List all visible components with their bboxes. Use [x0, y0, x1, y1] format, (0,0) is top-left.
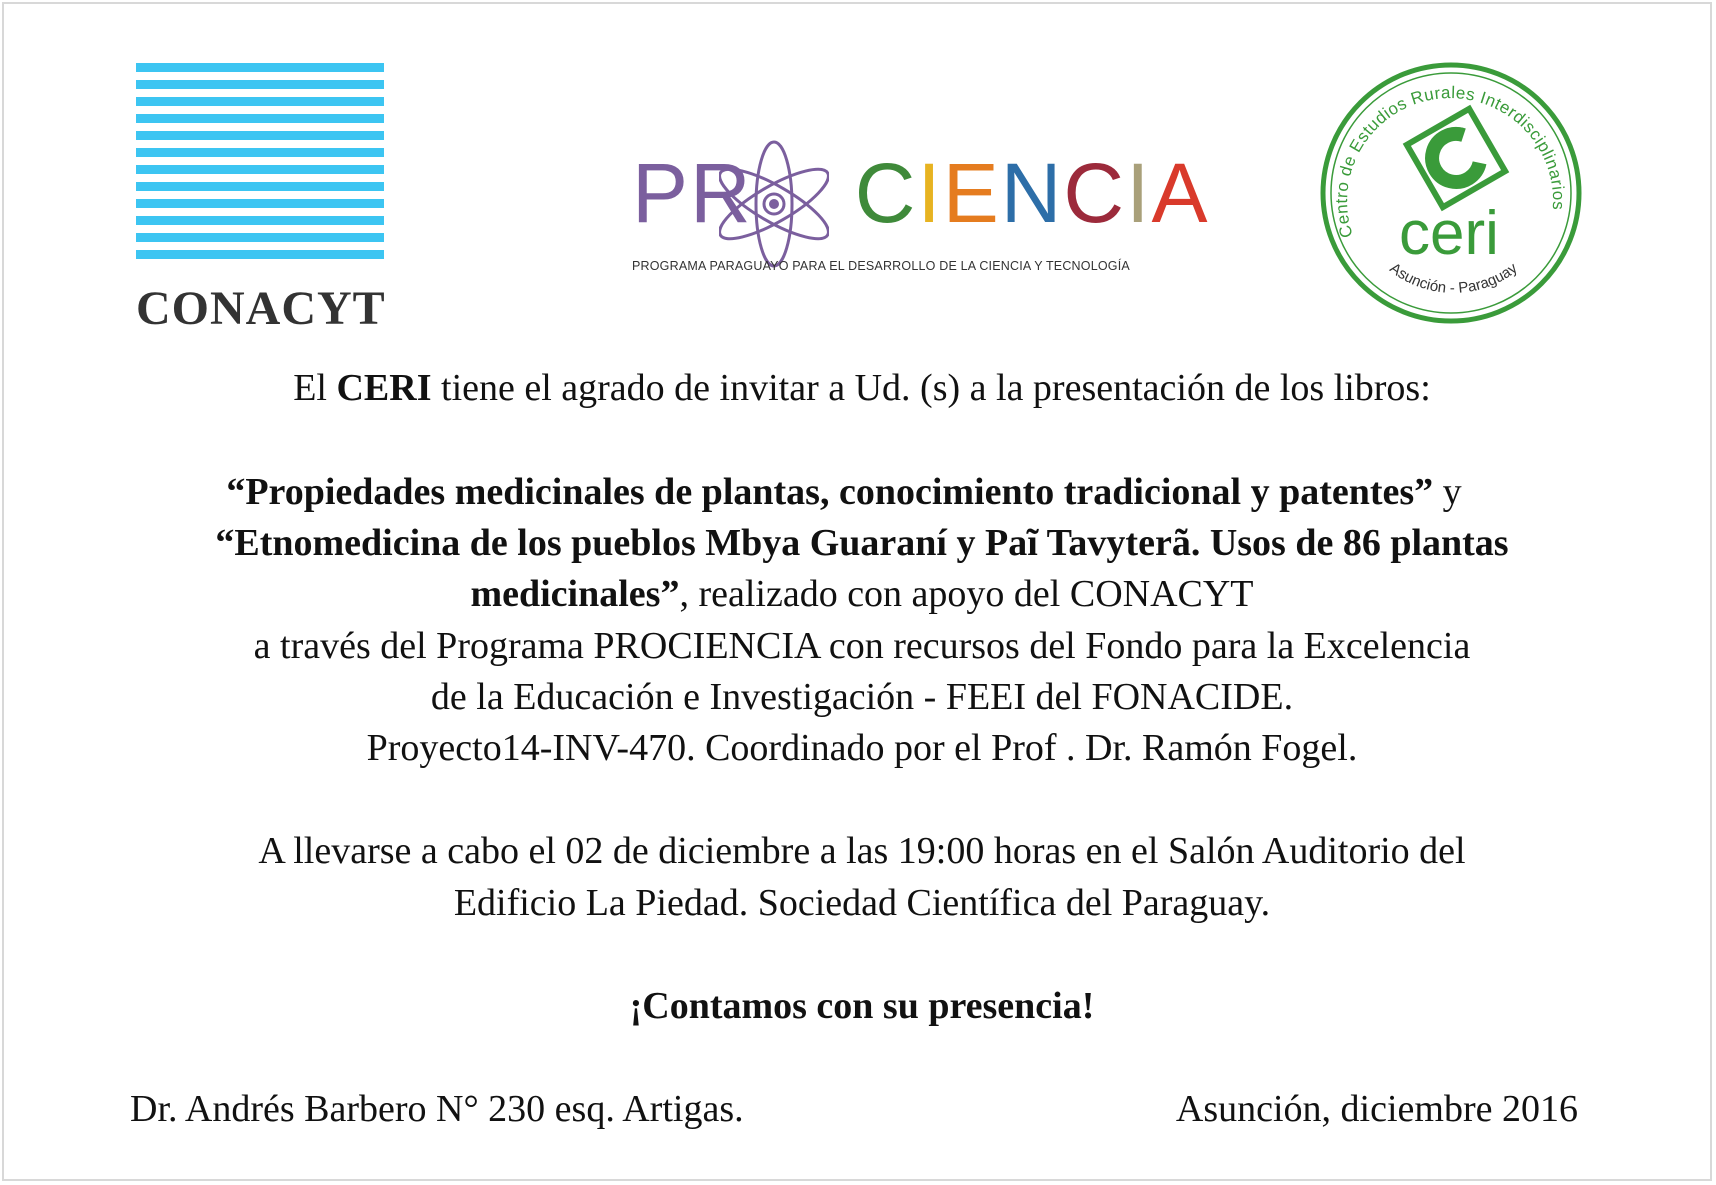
prociencia-letter: N — [1000, 146, 1064, 240]
invitation-card — [2, 2, 1712, 1181]
conacyt-logo — [136, 63, 384, 333]
book2-title-part1: “Etnomedicina de los pueblos Mbya Guaraní y Paĩ Tavyterã. Usos de 86 plantas — [215, 522, 1509, 564]
book2-title-part2: medicinales” — [470, 573, 680, 615]
closing-line — [4, 984, 1716, 1028]
event-line1: A llevarse a cabo el 02 de diciembre a las 19:00 horas en el Salón Auditorio del — [258, 830, 1466, 872]
prociencia-letter: A — [1151, 146, 1210, 240]
book1-title: “Propiedades medicinales de plantas, conocimiento tradicional y patentes” — [226, 471, 1434, 513]
intro-suffix: tiene el agrado de invitar a Ud. (s) a la presentación de los libros: — [431, 367, 1431, 409]
prociencia-letter: C — [854, 146, 918, 240]
project-line: Proyecto14-INV-470. Coordinado por el Prof . Dr. Ramón Fogel. — [366, 727, 1358, 769]
intro-line — [4, 366, 1716, 410]
prociencia-letter: I — [1126, 146, 1152, 240]
ceri-logo — [1316, 58, 1586, 328]
intro-org: CERI — [336, 367, 432, 409]
book2-line1 — [4, 521, 1716, 565]
conacyt-stripes-icon — [136, 63, 384, 273]
program-line: a través del Programa PROCIENCIA con recursos del Fondo para la Excelencia — [253, 625, 1471, 667]
ceri-wordmark: ceri — [1399, 199, 1499, 268]
book1-line — [0, 470, 1702, 514]
book1-suffix: y — [1433, 471, 1462, 513]
feei-line: de la Educación e Investigación - FEEI del FONACIDE. — [430, 676, 1294, 718]
prociencia-letter: R — [690, 146, 753, 240]
ceri-location-text: Asunción - Paraguay — [1386, 259, 1521, 297]
prociencia-letter: C — [1063, 146, 1127, 240]
conacyt-wordmark: CONACYT — [136, 282, 386, 335]
ceri-ring-text: Centro de Estudios Rurales Interdisciplinarios — [1332, 82, 1569, 241]
intro-prefix: El — [293, 367, 337, 409]
book2-line2 — [4, 572, 1716, 616]
closing-text: ¡Contamos con su presencia! — [629, 985, 1095, 1027]
ceri-seal-icon — [1316, 58, 1586, 328]
prociencia-logo — [626, 119, 1210, 279]
footer-place-date: Asunción, diciembre 2016 — [1175, 1088, 1578, 1130]
atom-icon — [719, 129, 829, 279]
book2-support: , realizado con apoyo del CONACYT — [679, 573, 1254, 615]
prociencia-letter: E — [942, 146, 1001, 240]
prociencia-subtitle: PROGRAMA PARAGUAYO PARA EL DESARROLLO DE LA CIENCIA Y TECNOLOGÍA — [632, 259, 1130, 273]
footer-address: Dr. Andrés Barbero N° 230 esq. Artigas. — [130, 1088, 744, 1130]
prociencia-letter: P — [632, 146, 691, 240]
prociencia-letter: I — [917, 146, 943, 240]
event-line2: Edificio La Piedad. Sociedad Científica del Paraguay. — [453, 882, 1271, 924]
